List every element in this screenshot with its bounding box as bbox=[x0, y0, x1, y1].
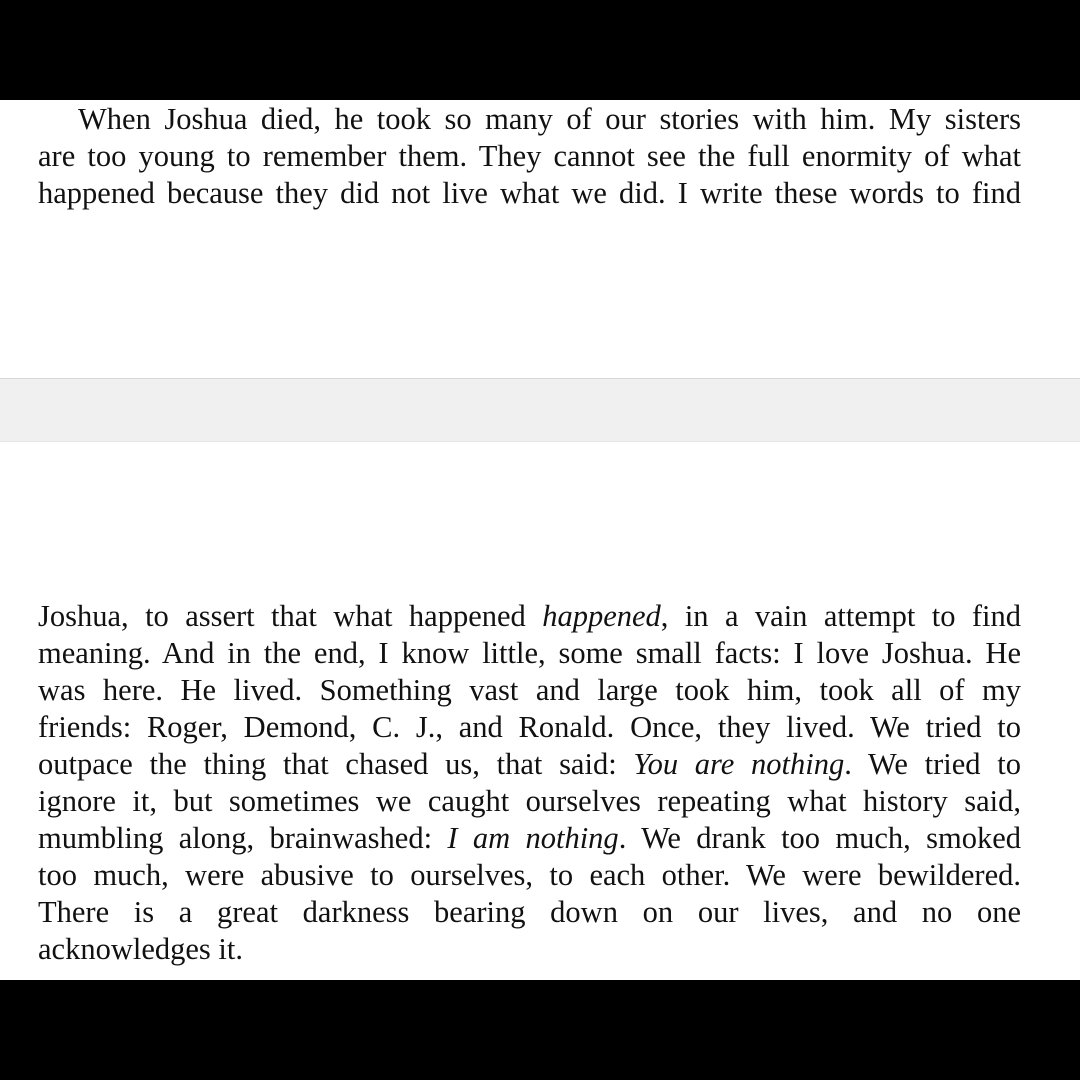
text-run: mumbling along, brainwashed: bbox=[38, 821, 448, 855]
text-run: , in a vain attempt to find bbox=[660, 599, 1021, 633]
text-line-content: are too young to remember them. They cannot see the full enormity of what bbox=[38, 139, 1021, 173]
italic-text-run: I am nothing bbox=[447, 821, 619, 855]
paragraph-bottom bbox=[38, 598, 1021, 968]
text-line bbox=[38, 138, 1021, 175]
text-line bbox=[38, 175, 1021, 212]
text-line bbox=[38, 672, 1021, 709]
italic-text-run: You are nothing bbox=[633, 747, 845, 781]
text-run: Joshua, to assert that what happened bbox=[38, 599, 543, 633]
text-run: ignore it, but sometimes we caught ourselves repeating what history said, bbox=[38, 784, 1021, 818]
text-line bbox=[38, 598, 1021, 635]
text-line-content bbox=[38, 598, 1021, 635]
text-run: . We tried to bbox=[844, 747, 1021, 781]
text-run: friends: Roger, Demond, C. J., and Ronald. Once, they lived. We tried to bbox=[38, 710, 1021, 744]
text-run: was here. He lived. Something vast and large took him, took all of my bbox=[38, 673, 1021, 707]
text-line-content bbox=[38, 709, 1021, 746]
text-run: There is a great darkness bearing down on our lives, and no one bbox=[38, 895, 1021, 929]
text-line bbox=[38, 746, 1021, 783]
text-line-content: happened because they did not live what we did. I write these words to find bbox=[38, 176, 1021, 210]
text-line-content bbox=[38, 746, 1021, 783]
text-line-content bbox=[38, 820, 1021, 857]
text-line bbox=[38, 820, 1021, 857]
page-separator bbox=[0, 378, 1080, 442]
text-run: . We drank too much, smoked bbox=[618, 821, 1021, 855]
italic-text-run: happened bbox=[542, 599, 661, 633]
text-run: too much, were abusive to ourselves, to each other. We were bewildered. bbox=[38, 858, 1021, 892]
text-line-content: When Joshua died, he took so many of our stories with him. My sisters bbox=[78, 102, 1021, 136]
text-run: outpace the thing that chased us, that said: bbox=[38, 747, 634, 781]
text-run: acknowledges it. bbox=[38, 932, 243, 966]
text-line-content bbox=[38, 931, 1021, 968]
text-line-content bbox=[38, 894, 1021, 931]
text-line bbox=[38, 783, 1021, 820]
text-line bbox=[38, 857, 1021, 894]
page-bottom bbox=[0, 442, 1080, 980]
text-line bbox=[38, 101, 1021, 138]
text-line-content bbox=[38, 672, 1021, 709]
paragraph-top bbox=[38, 101, 1021, 212]
text-line bbox=[38, 894, 1021, 931]
text-line-content bbox=[38, 635, 1021, 672]
text-run: meaning. And in the end, I know little, some small facts: I love Joshua. He bbox=[38, 636, 1021, 670]
page-top bbox=[0, 100, 1080, 378]
text-line-content bbox=[38, 783, 1021, 820]
text-line bbox=[38, 931, 1021, 968]
text-line bbox=[38, 709, 1021, 746]
text-line bbox=[38, 635, 1021, 672]
text-line-content bbox=[38, 857, 1021, 894]
